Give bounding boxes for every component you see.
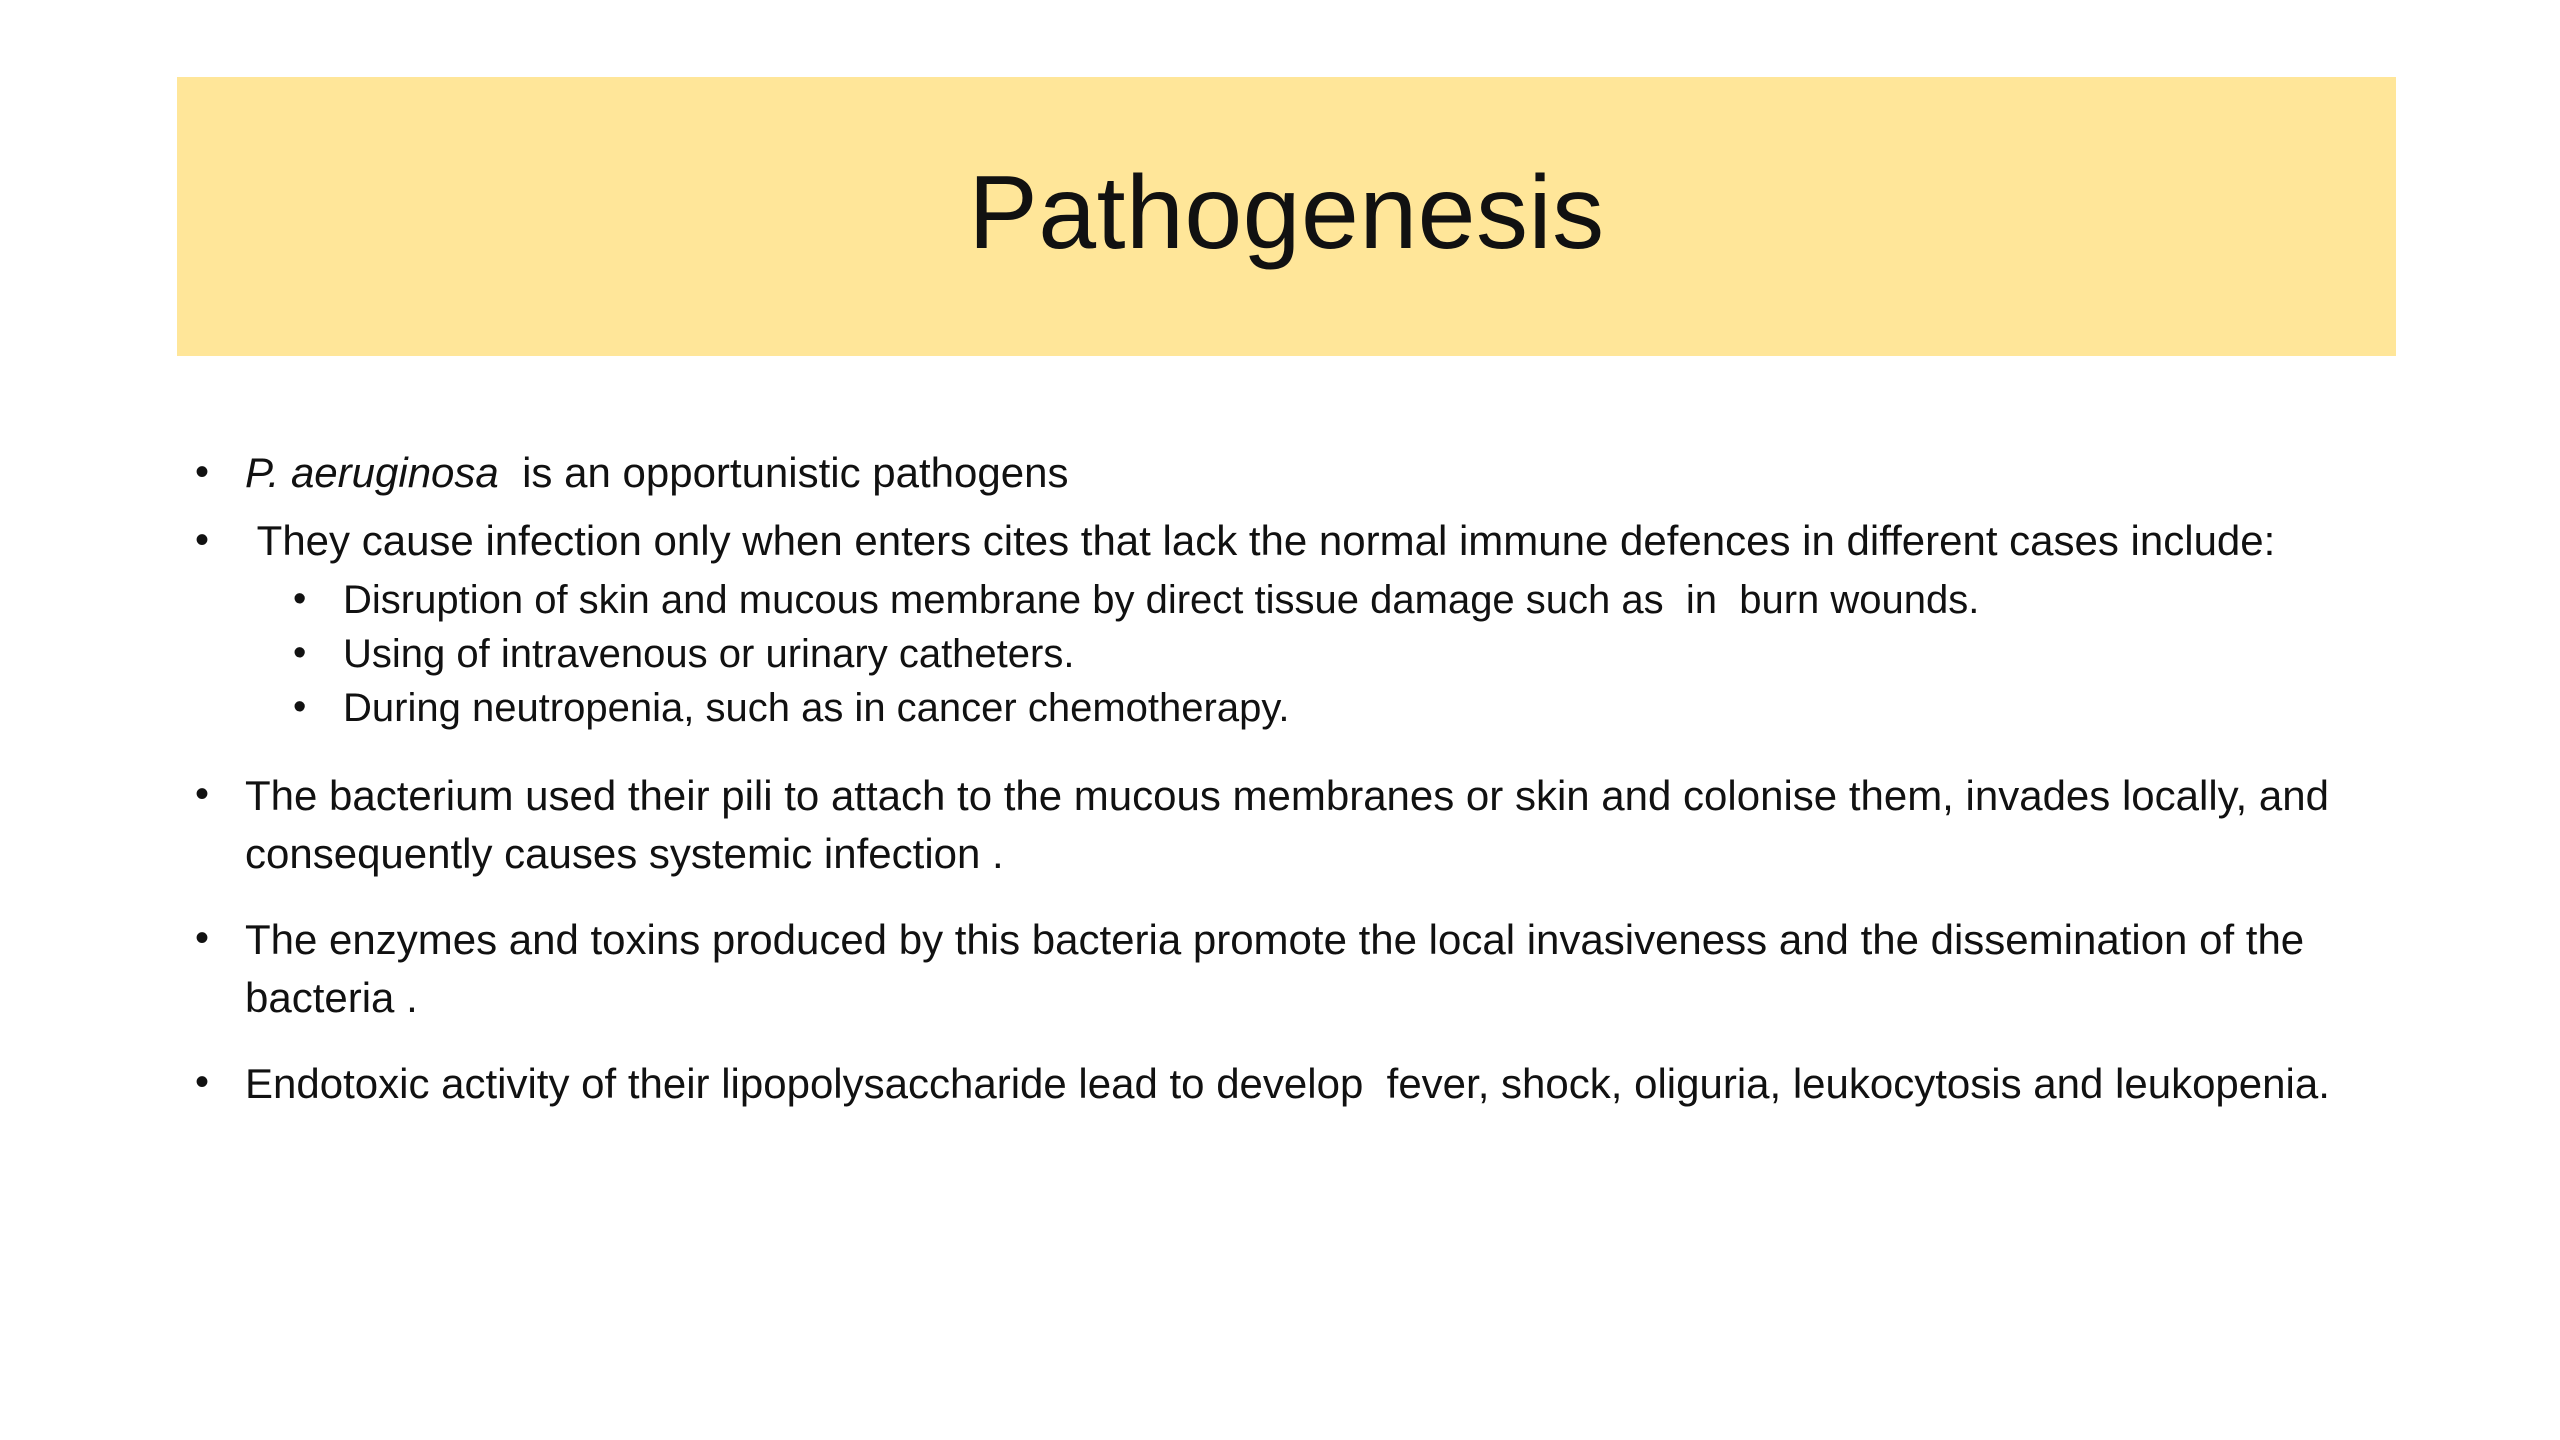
bullet-dot: • [293,685,307,728]
bullet-item [195,767,2395,883]
sub-bullet-item [293,574,2395,628]
bullet-item [195,517,2395,735]
sub-bullet-item [293,628,2395,682]
bullet-text: Endotoxic activity of their lipopolysaccharide lead to develop fever, shock, oliguria, leukocytosis and leukopenia. [245,1059,2330,1107]
bullet-text: is an opportunistic pathogens [498,449,1069,496]
bullet-text: They cause infection only when enters cites that lack the normal immune defences in different cases include: [245,517,2276,565]
sub-bullet-item [293,682,2395,736]
bullet-item [195,448,2395,498]
species-name: P. aeruginosa [245,449,499,496]
slide-title: Pathogenesis [968,154,1605,271]
bullet-dot: • [293,631,307,674]
bullet-dot: • [195,518,210,563]
bullet-text: The enzymes and toxins produced by this bacteria promote the local invasiveness and the dissemination of the bacteria . [245,916,2305,1022]
bullet-item [195,1055,2395,1113]
sub-bullet-text: Disruption of skin and mucous membrane by direct tissue damage such as in burn wounds. [343,578,1980,623]
bullet-item [195,911,2395,1027]
sub-bullet-text: During neutropenia, such as in cancer chemotherapy. [343,685,1290,730]
bullet-dot: • [195,772,210,817]
sub-bullet-text: Using of intravenous or urinary catheters. [343,631,1075,676]
bullet-text: The bacterium used their pili to attach to the mucous membranes or skin and colonise them, invades locally, and consequently causes systemic infection . [245,772,2329,878]
bullet-dot: • [195,916,210,961]
title-banner [177,77,2396,356]
sub-bullet-list [245,574,2395,735]
bullet-list [195,448,2395,1113]
bullet-dot: • [195,1059,210,1104]
bullet-dot: • [293,578,307,621]
bullet-dot: • [195,450,210,494]
